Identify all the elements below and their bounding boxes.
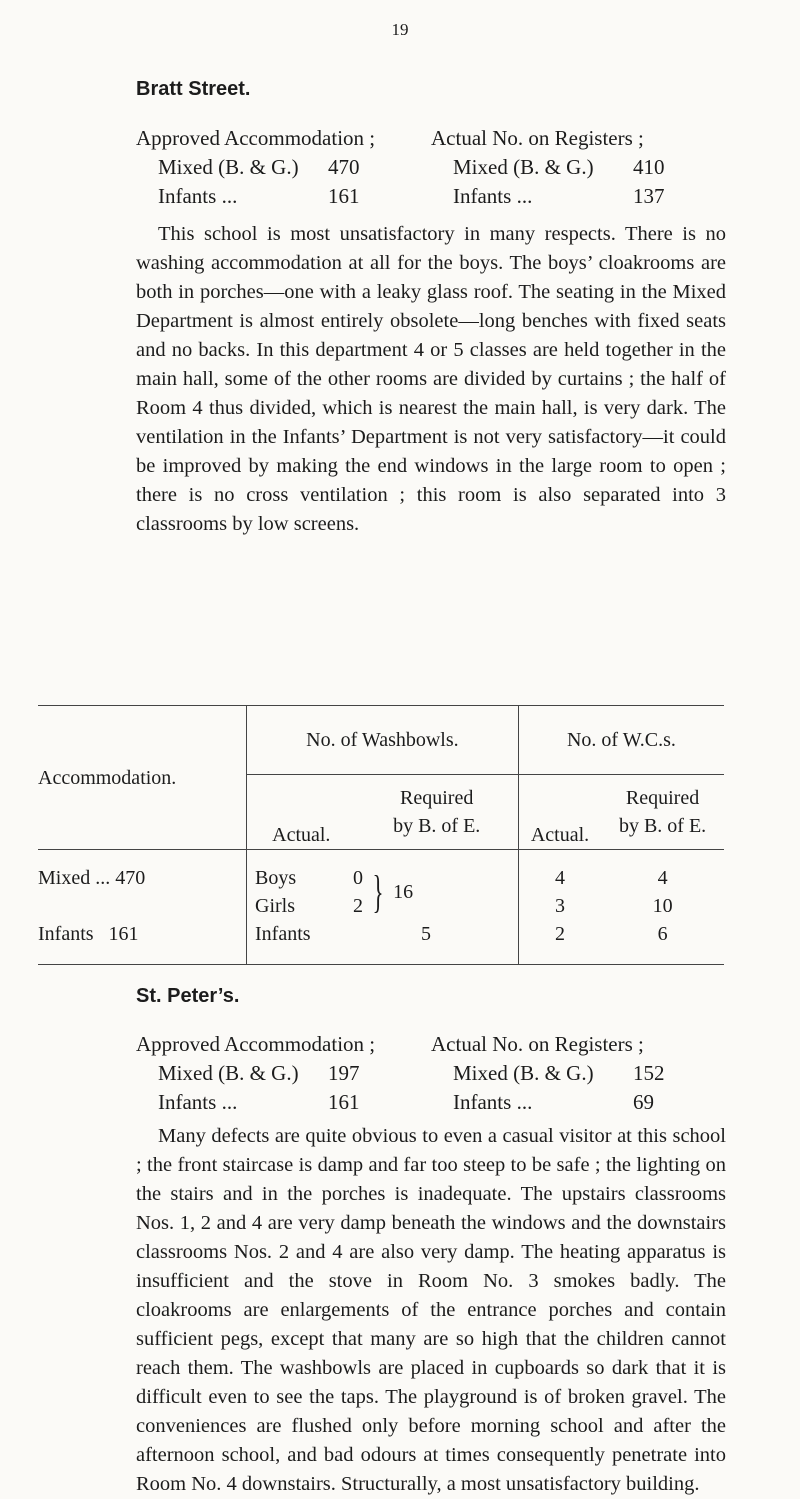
wc-actual-infants: 2 <box>554 923 565 945</box>
approved-infants-label: Infants ... <box>158 1090 238 1114</box>
approved-mixed-value: 470 <box>328 155 360 179</box>
section-heading-bratt-street: Bratt Street. <box>136 78 251 100</box>
table-subheader-wc-required: Required by B. of E. <box>601 775 724 850</box>
actual-infants-label: Infants ... <box>453 184 533 208</box>
wc-required-infants: 6 <box>657 923 668 945</box>
infants-wash-label: Infants <box>255 923 311 945</box>
table-cell-washbowls <box>247 850 519 965</box>
approved-infants-value: 161 <box>328 184 360 208</box>
actual-registers-label: Actual No. on Registers ; <box>431 126 644 150</box>
approved-infants-label: Infants ... <box>158 184 238 208</box>
table-subheader-wc-actual: Actual. <box>518 775 601 850</box>
actual-infants-value: 69 <box>633 1090 654 1114</box>
approved-mixed-label: Mixed (B. & G.) <box>158 155 299 179</box>
washbowls-wc-table <box>38 705 724 965</box>
actual-mixed-label: Mixed (B. & G.) <box>453 155 594 179</box>
table-subheader-wash-required: Required by B. of E. <box>356 775 519 850</box>
girls-label: Girls <box>255 895 295 917</box>
actual-mixed-label: Mixed (B. & G.) <box>453 1061 594 1085</box>
row-label-infants: Infants 161 <box>38 923 139 945</box>
table-cell-wc-required <box>601 850 724 965</box>
approved-accommodation-label: Approved Accommodation ; <box>136 126 376 150</box>
page-number: 19 <box>391 20 409 39</box>
table-cell-wc-actual <box>518 850 601 965</box>
actual-registers-label: Actual No. on Registers ; <box>431 1032 644 1056</box>
infants-wash-actual: 5 <box>421 923 431 945</box>
section-heading-st-peters: St. Peter’s. <box>136 985 240 1007</box>
accommodation-block-st-peters <box>136 1030 726 1117</box>
wc-required-mixed-boys: 4 <box>657 867 668 889</box>
wc-actual-mixed-girls: 3 <box>554 895 565 917</box>
approved-mixed-label: Mixed (B. & G.) <box>158 1061 299 1085</box>
boys-value: 0 <box>353 867 363 889</box>
table-header-accommodation: Accommodation. <box>38 706 247 850</box>
accommodation-block-bratt-street <box>136 124 726 211</box>
approved-mixed-value: 197 <box>328 1061 360 1085</box>
actual-infants-value: 137 <box>633 184 665 208</box>
mixed-wash-required: 16 <box>393 881 414 903</box>
table-header-washbowls: No. of Washbowls. <box>247 706 519 775</box>
brace-icon: } <box>372 866 384 917</box>
table-subheader-wash-actual: Actual. <box>247 775 356 850</box>
actual-mixed-value: 410 <box>633 155 665 179</box>
actual-infants-label: Infants ... <box>453 1090 533 1114</box>
approved-accommodation-label: Approved Accommodation ; <box>136 1032 376 1056</box>
approved-infants-value: 161 <box>328 1090 360 1114</box>
paragraph-st-peters: Many defects are quite obvious to even a casual visitor at this school ; the front staircase is damp and far too steep to be safe ; the lighting on the stairs and in the porches is inadequate. The upstairs classrooms Nos. 1, 2 and 4 are very damp beneath the windows and the downstairs classrooms Nos. 2 and 4 are also very damp. The heating apparatus is insufficient and the stove in Room No. 3 smokes badly. The cloakrooms are enlargements of the entrance porches and contain sufficient pegs, except that many are so high that the children cannot reach them. The washbowls are placed in cupboards so dark that it is difficult even to see the taps. The playground is of broken gravel. The conveniences are flushed only before morning school and after the afternoon school, and bad odours at times consequently penetrate into Room No. 4 downstairs. Structurally, a most unsatisfactory building. <box>136 1125 726 1495</box>
row-label-mixed: Mixed ... 470 <box>38 867 146 889</box>
boys-label: Boys <box>255 867 297 889</box>
paragraph-bratt-street: This school is most unsatisfactory in many respects. There is no washing accommodation at all for the boys. The boys’ cloakrooms are both in porches—one with a leaky glass roof. The seating in the Mixed Department is almost entirely obsolete—long benches with fixed seats and no backs. In this department 4 or 5 classes are held together in the main hall, some of the other rooms are divided by curtains ; the half of Room 4 thus divided, which is nearest the main hall, is very dark. The ventilation in the Infants’ Department is not very satisfactory—it could be improved by making the end windows in the large room to open ; there is no cross ventilation ; this room is also separated into 3 classrooms by low screens. <box>136 223 726 535</box>
table-header-wcs: No. of W.C.s. <box>518 706 724 775</box>
wc-required-mixed-girls: 10 <box>652 895 673 917</box>
girls-value: 2 <box>353 895 363 917</box>
table-row-labels <box>38 850 247 965</box>
wc-actual-mixed-boys: 4 <box>554 867 565 889</box>
actual-mixed-value: 152 <box>633 1061 665 1085</box>
